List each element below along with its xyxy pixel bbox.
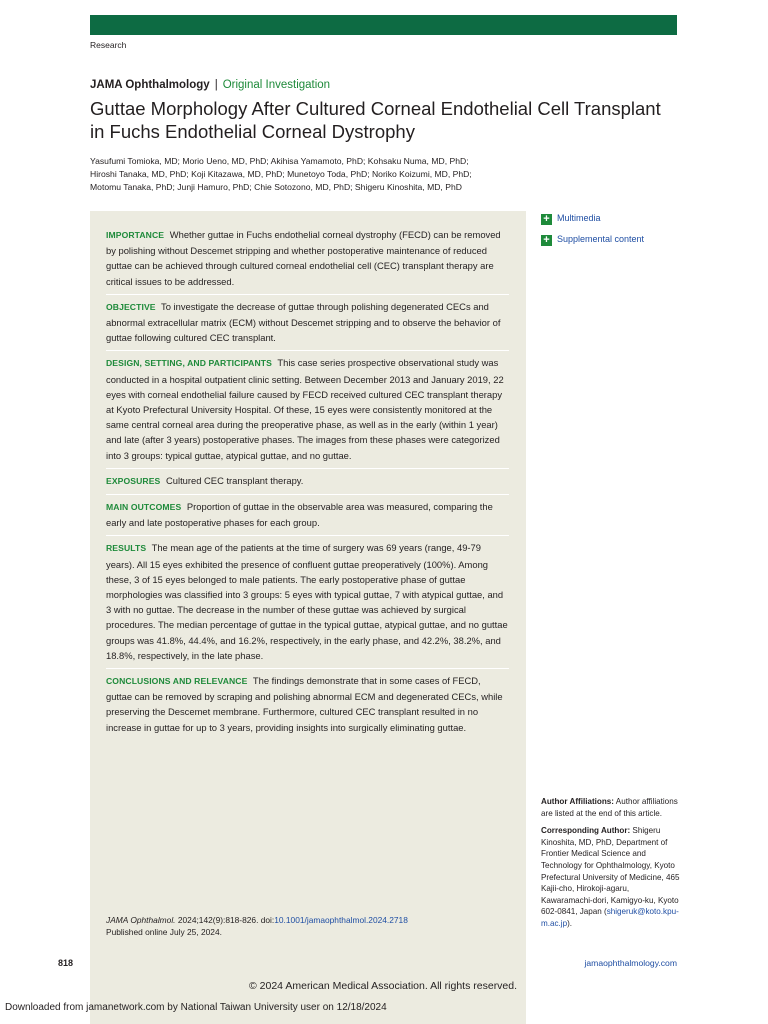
abstract-heading: RESULTS xyxy=(106,543,147,554)
abstract-text: This case series prospective observational study was conducted in a hospital outpatient clinic setting. Between December 2013 and January 2019, 22 eyes with corneal endothelial failure caused by FECD received cultured CEC transplant therapy at Kyoto Prefectural University Hospital. Of these, 15 eyes were consistently monitored at the same central corneal area during the preoperative phase, as well as in the early (within 1 year) and late (after 3 years) postoperative phases. The images from these phases were categorized into 3 groups: typical guttae, atypical guttae, and no guttae. xyxy=(106,357,504,461)
author-affiliations xyxy=(541,796,681,936)
affiliations-heading: Author Affiliations: xyxy=(541,797,614,806)
journal-site-link[interactable]: jamaophthalmology.com xyxy=(584,958,677,968)
section-label: Research xyxy=(90,40,127,50)
abstract-heading: IMPORTANCE xyxy=(106,230,165,240)
citation-journal: JAMA Ophthalmol. xyxy=(106,915,176,925)
abstract-text: To investigate the decrease of guttae through polishing degenerated CECs and abnormal extracellular matrix (ECM) without Descemet stripping and to observe the behavior of guttae following cultured CEC transplant. xyxy=(106,300,501,344)
abstract-heading: MAIN OUTCOMES xyxy=(106,502,182,513)
abstract-heading: DESIGN, SETTING, AND PARTICIPANTS xyxy=(106,358,272,369)
author-line: Motomu Tanaka, PhD; Junji Hamuro, PhD; Chie Sotozono, MD, PhD; Shigeru Kinoshita, MD, PhD xyxy=(90,182,462,192)
abstract-objective xyxy=(106,299,509,352)
top-color-bar xyxy=(90,15,677,35)
abstract-heading: CONCLUSIONS AND RELEVANCE xyxy=(106,676,248,687)
copyright-notice: © 2024 American Medical Association. All rights reserved. xyxy=(249,980,518,992)
journal-line xyxy=(90,79,330,91)
abstract-text: Whether guttae in Fuchs endothelial corneal dystrophy (FECD) can be removed by polishing without Descemet stripping and whether postoperative maintenance of reduced guttae can be achieved through cultured corneal endothelial cell (CEC) transplant therapy are critical issues to be addressed. xyxy=(106,229,501,287)
abstract-main-outcomes xyxy=(106,499,509,536)
corresponding-end: ). xyxy=(567,918,573,928)
affiliations-text: Author affiliations are listed at the end of this article. xyxy=(541,797,678,818)
journal-separator: | xyxy=(214,79,218,91)
supplemental-content-link[interactable] xyxy=(541,232,644,245)
article-type: Original Investigation xyxy=(222,79,331,91)
abstract-results xyxy=(106,540,509,669)
supplemental-content-link-label: Supplemental content xyxy=(557,233,645,244)
author-list xyxy=(90,155,520,194)
author-line: Hiroshi Tanaka, MD, PhD; Koji Kitazawa, MD, PhD; Munetoyo Toda, PhD; Noriko Koizumi, MD, PhD; xyxy=(90,169,472,179)
abstract-heading: OBJECTIVE xyxy=(106,301,156,312)
affiliations-note xyxy=(541,796,681,819)
published-date: Published online July 25, 2024. xyxy=(106,926,222,937)
journal-name: JAMA Ophthalmology xyxy=(90,79,210,91)
multimedia-link[interactable] xyxy=(541,211,644,224)
citation xyxy=(106,915,516,938)
abstract-importance xyxy=(106,227,509,295)
sidebar-links xyxy=(541,211,644,253)
plus-icon: + xyxy=(541,214,552,225)
multimedia-link-label: Multimedia xyxy=(557,212,601,223)
abstract-exposures xyxy=(106,473,509,495)
corresponding-author xyxy=(541,825,681,929)
article-title: Guttae Morphology After Cultured Corneal Endothelial Cell Transplant in Fuchs Endothelial Corneal Dystrophy xyxy=(90,98,661,142)
abstract-text: Proportion of guttae in the observable area was measured, comparing the early and late postoperative phases for each group. xyxy=(106,501,493,529)
corresponding-email-link[interactable]: shigeruk@koto.kpu-m.ac.jp xyxy=(541,907,679,928)
abstract-box xyxy=(90,211,526,1024)
plus-icon: + xyxy=(541,235,552,246)
author-line: Yasufumi Tomioka, MD; Morio Ueno, MD, PhD; Akihisa Yamamoto, PhD; Kohsaku Numa, MD, PhD; xyxy=(90,156,469,166)
abstract-conclusions xyxy=(106,673,509,740)
abstract-design xyxy=(106,355,509,468)
download-notice: Downloaded from jamanetwork.com by National Taiwan University user on 12/18/2024 xyxy=(5,1002,387,1013)
abstract-text: The findings demonstrate that in some cases of FECD, guttae can be removed by scraping and polishing abnormal ECM and degenerated CECs, while preserving the Descemet membrane. Furthermore, cultured CEC transplant resulted in no increase in guttae for up to 3 years, providing insights into surgically eliminating guttae. xyxy=(106,675,503,733)
doi-link[interactable]: 10.1001/jamaophthalmol.2024.2718 xyxy=(274,915,408,925)
abstract-text: Cultured CEC transplant therapy. xyxy=(166,474,304,486)
page-number: 818 xyxy=(58,958,74,968)
abstract-content xyxy=(106,227,509,744)
corresponding-text: Shigeru Kinoshita, MD, PhD, Department of Frontier Medical Science and Technology for Ophthalmology, Kyoto Prefectural University of Medicine, 465 Kajii-cho, Hirokoji-agaru, Kawaramachi-dori, Kamigyo-ku, Kyoto 602-0841, Japan ( xyxy=(541,826,680,917)
abstract-text: The mean age of the patients at the time of surgery was 69 years (range, 49-79 years). All 15 eyes exhibited the presence of confluent guttae preoperatively (100%). Among these, 3 of 15 eyes belonged to male patients. The early postoperative phase of guttae morphologies was classified into 3 groups: 5 eyes with typical guttae, 7 with atypical guttae, and 3 with no guttae. The decrease in the number of these guttae was achieved by surgical procedures. The median percentage of guttae in the typical guttae, atypical guttae, and no guttae groups was 41.8%, 44.4%, and 16.2%, respectively, in the early phase, and 42.2%, 38.2%, and 18.8%, respectively, in the late phase. xyxy=(106,542,508,661)
abstract-heading: EXPOSURES xyxy=(106,475,161,486)
citation-ref: 2024;142(9):818-826. doi: xyxy=(177,915,275,925)
corresponding-heading: Corresponding Author: xyxy=(541,826,631,836)
